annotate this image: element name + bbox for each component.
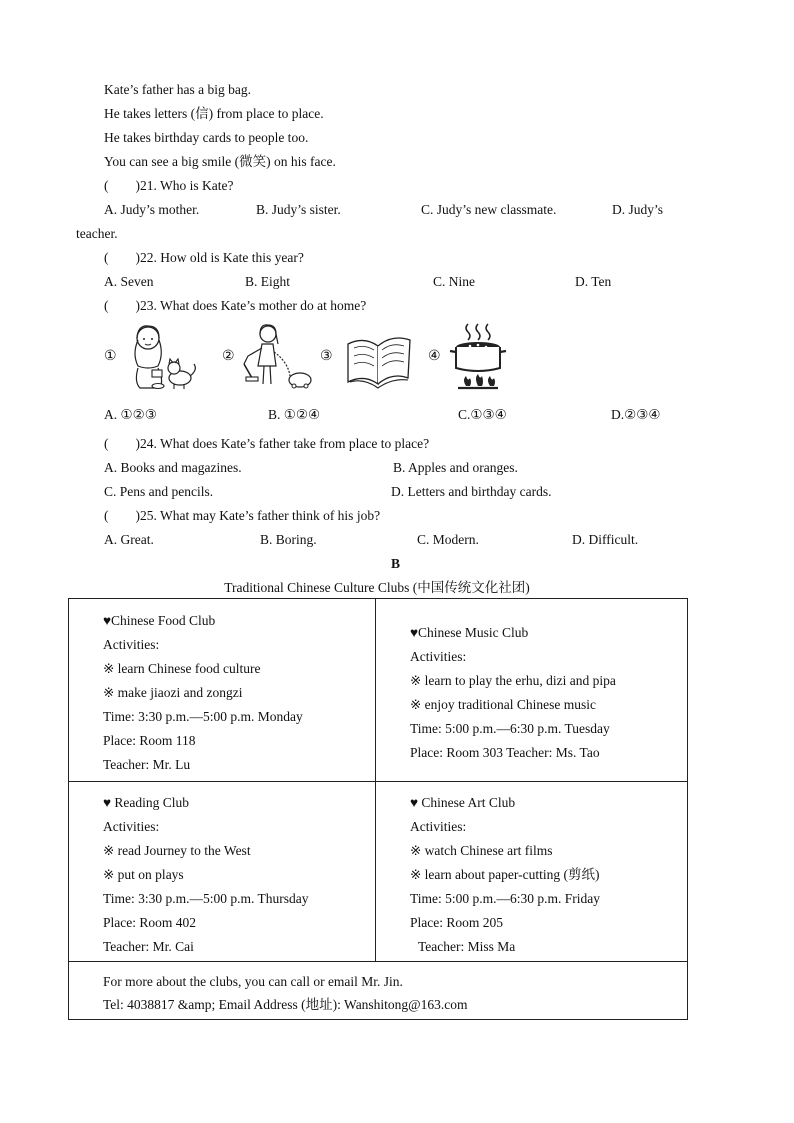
q22-option-c[interactable]: C. Nine — [433, 274, 475, 289]
passage-line: He takes birthday cards to people too. — [104, 130, 309, 145]
picture-number-2: ② — [222, 349, 235, 364]
club-time: Time: 3:30 p.m.—5:00 p.m. Monday — [103, 709, 303, 724]
picture-number-1: ① — [104, 349, 117, 364]
activity-item: ※ learn Chinese food culture — [103, 661, 261, 676]
activity-item: ※ read Journey to the West — [103, 843, 251, 858]
club-place: Place: Room 402 — [103, 915, 196, 930]
section-title: Traditional Chinese Culture Clubs (中国传统文化社团) — [224, 580, 530, 595]
passage-line: He takes letters (信) from place to place. — [104, 106, 324, 121]
q23-option-d[interactable]: D.②③④ — [611, 407, 661, 422]
club-time: Time: 3:30 p.m.—5:00 p.m. Thursday — [103, 891, 309, 906]
reading-club-cell — [69, 782, 375, 961]
contact-line: For more about the clubs, you can call or email Mr. Jin. — [103, 974, 403, 989]
club-teacher: Teacher: Miss Ma — [418, 939, 516, 954]
activity-item: ※ watch Chinese art films — [410, 843, 553, 858]
picture-number-4: ④ — [428, 349, 441, 364]
q23-option-a[interactable]: A. ①②③ — [104, 407, 157, 422]
club-teacher: Teacher: Mr. Lu — [103, 757, 191, 772]
chinese-art-club-cell — [376, 782, 687, 961]
question-25-stem: ( )25. What may Kate’s father think of his job? — [104, 508, 381, 523]
q22-option-a[interactable]: A. Seven — [104, 274, 154, 289]
club-place: Place: Room 118 — [103, 733, 196, 748]
passage-line: You can see a big smile (微笑) on his face. — [104, 154, 336, 169]
passage-line: Kate’s father has a big bag. — [104, 82, 251, 97]
club-time: Time: 5:00 p.m.—6:30 p.m. Friday — [410, 891, 601, 906]
club-name: ♥Chinese Food Club — [103, 613, 216, 628]
club-teacher: Teacher: Mr. Cai — [103, 939, 194, 954]
club-name: ♥Chinese Music Club — [410, 625, 529, 640]
q25-option-b[interactable]: B. Boring. — [260, 532, 317, 547]
activities-label: Activities: — [103, 819, 160, 834]
q25-option-d[interactable]: D. Difficult. — [572, 532, 639, 547]
q24-option-c[interactable]: C. Pens and pencils. — [104, 484, 214, 499]
q21-option-c[interactable]: C. Judy’s new classmate. — [421, 202, 557, 217]
club-place-teacher: Place: Room 303 Teacher: Ms. Tao — [410, 745, 600, 760]
question-23-stem: ( )23. What does Kate’s mother do at home? — [104, 298, 367, 313]
club-name: ♥ Reading Club — [103, 795, 190, 810]
chinese-music-club-cell — [376, 599, 687, 781]
q23-picture-row — [104, 322, 684, 392]
q23-option-b[interactable]: B. ①②④ — [268, 407, 321, 422]
open-book-icon — [342, 322, 414, 392]
activities-label: Activities: — [410, 819, 467, 834]
activity-item: ※ learn about paper-cutting (剪纸) — [410, 867, 600, 882]
club-name: ♥ Chinese Art Club — [410, 795, 516, 810]
activities-label: Activities: — [410, 649, 467, 664]
question-21-stem: ( )21. Who is Kate? — [104, 178, 234, 193]
q25-option-c[interactable]: C. Modern. — [417, 532, 479, 547]
q24-option-b[interactable]: B. Apples and oranges. — [393, 460, 518, 475]
q24-option-d[interactable]: D. Letters and birthday cards. — [391, 484, 552, 499]
cooking-pot-icon — [448, 322, 508, 392]
activity-item: ※ learn to play the erhu, dizi and pipa — [410, 673, 616, 688]
question-22-stem: ( )22. How old is Kate this year? — [104, 250, 304, 265]
q22-option-b[interactable]: B. Eight — [245, 274, 291, 289]
section-letter: B — [391, 556, 401, 571]
chinese-food-club-cell — [69, 599, 375, 781]
question-24-stem: ( )24. What does Kate’s father take from place to place? — [104, 436, 430, 451]
activity-item: ※ put on plays — [103, 867, 184, 882]
girl-vacuuming-icon — [238, 322, 314, 392]
q23-option-c[interactable]: C.①③④ — [458, 407, 507, 422]
activity-item: ※ enjoy traditional Chinese music — [410, 697, 597, 712]
girl-feeding-cat-icon — [124, 322, 200, 392]
activity-item: ※ make jiaozi and zongzi — [103, 685, 243, 700]
q21-option-a[interactable]: A. Judy’s mother. — [104, 202, 200, 217]
picture-number-3: ③ — [320, 349, 333, 364]
q21-option-b[interactable]: B. Judy’s sister. — [256, 202, 341, 217]
q21-option-d[interactable]: D. Judy’s — [612, 202, 664, 217]
q21-option-d-wrap: teacher. — [76, 226, 118, 241]
q22-option-d[interactable]: D. Ten — [575, 274, 612, 289]
clubs-table — [68, 598, 688, 1020]
contact-details: Tel: 4038817 &amp; Email Address (地址): Wanshitong@163.com — [103, 997, 468, 1012]
clubs-contact-footer — [69, 962, 687, 1019]
activities-label: Activities: — [103, 637, 160, 652]
club-place: Place: Room 205 — [410, 915, 503, 930]
q25-option-a[interactable]: A. Great. — [104, 532, 154, 547]
club-time: Time: 5:00 p.m.—6:30 p.m. Tuesday — [410, 721, 610, 736]
q24-option-a[interactable]: A. Books and magazines. — [104, 460, 242, 475]
